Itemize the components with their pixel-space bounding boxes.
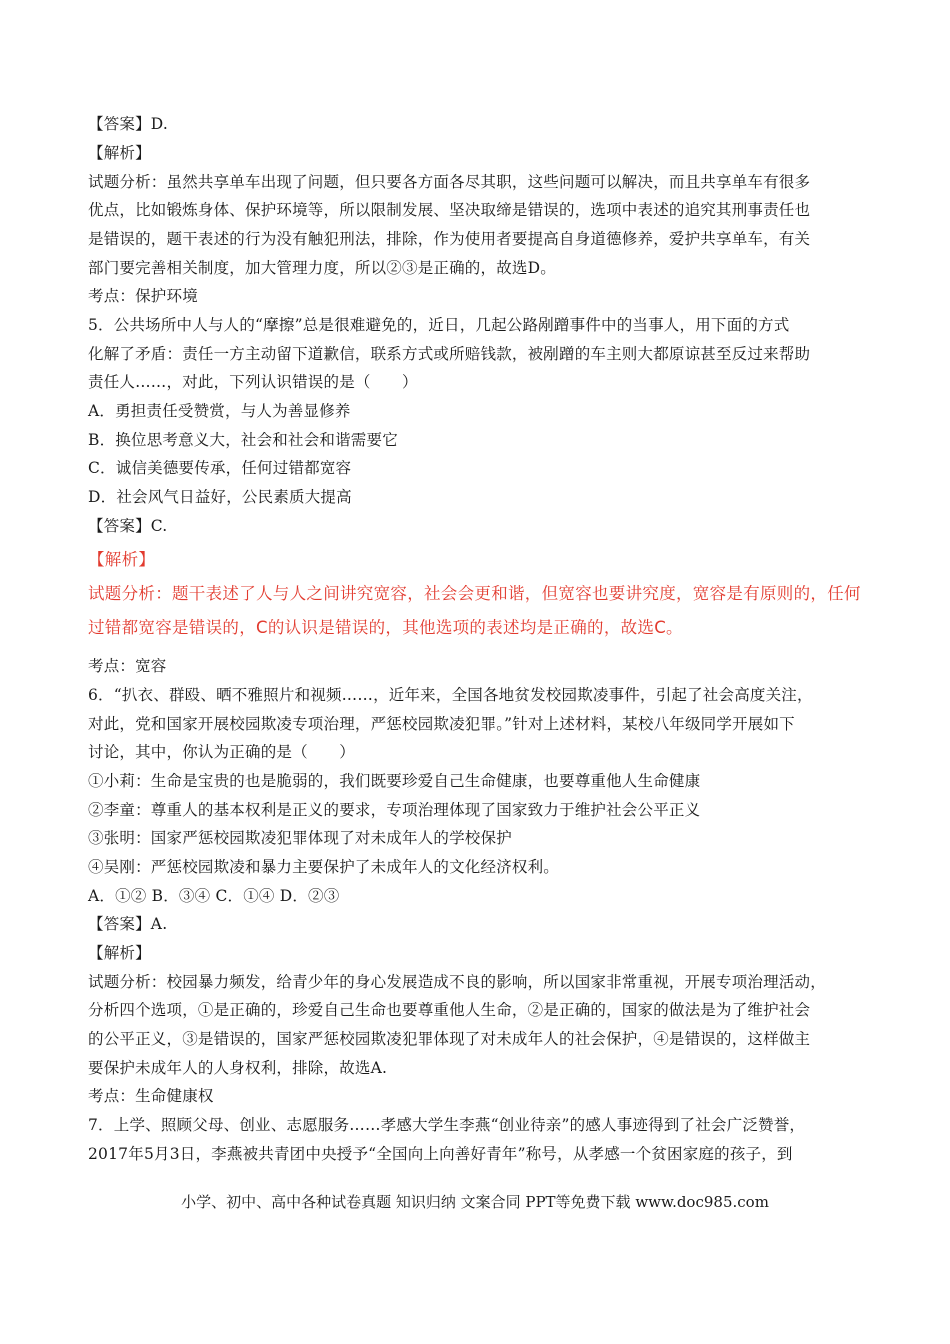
page-footer: 小学、初中、高中各种试卷真题 知识归纳 文案合同 PPT等免费下载 www.doc985.com [181, 1193, 769, 1211]
options-row: A．①② B．③④ C．①④ D．②③ [88, 887, 340, 905]
question-6: 讨论，其中，你认为正确的是（ ） [88, 743, 355, 761]
answer-label: 【答案】C. [88, 517, 168, 535]
question-5: 责任人……，对此，下列认识错误的是（ ） [88, 373, 418, 391]
analysis-text: 部门要完善相关制度，加大管理力度，所以②③是正确的，故选D。 [88, 259, 556, 277]
analysis-text-red: 过错都宽容是错误的，C的认识是错误的，其他选项的表述均是正确的，故选C。 [88, 618, 683, 637]
analysis-text: 试题分析：校园暴力频发，给青少年的身心发展造成不良的影响，所以国家非常重视，开展专项治理活动， [88, 973, 826, 991]
analysis-text: 分析四个选项，①是正确的，珍爱自己生命也要尊重他人生命，②是正确的，国家的做法是为了维护社会 [88, 1001, 811, 1019]
analysis-text: 要保护未成年人的人身权利，排除，故选A. [88, 1059, 388, 1077]
option-c: C．诚信美德要传承，任何过错都宽容 [88, 459, 352, 477]
analysis-text: 优点，比如锻炼身体、保护环境等，所以限制发展、坚决取缔是错误的，选项中表述的追究其刑事责任也 [88, 201, 811, 219]
question-6: 对此，党和国家开展校园欺凌专项治理，严惩校园欺凌犯罪。”针对上述材料，某校八年级同学开展如下 [88, 715, 795, 733]
topic-label: 考点：生命健康权 [88, 1087, 214, 1105]
option-a: A．勇担责任受赞赏，与人为善显修养 [88, 402, 351, 420]
analysis-text: 的公平正义，③是错误的，国家严惩校园欺凌犯罪体现了对未成年人的社会保护，④是错误的，这样做主 [88, 1030, 811, 1048]
question-5: 5．公共场所中人与人的“摩擦”总是很难避免的，近日，几起公路剐蹭事件中的当事人，用下面的方式 [88, 316, 790, 334]
question-7: 7．上学、照顾父母、创业、志愿服务……孝感大学生李燕“创业待亲”的感人事迹得到了社会广泛赞誉， [88, 1116, 806, 1134]
option-d: D．社会风气日益好，公民素质大提高 [88, 488, 352, 506]
topic-label: 考点：保护环境 [88, 287, 198, 305]
analysis-label-red: 【解析】 [88, 550, 156, 569]
analysis-text-red: 试题分析：题干表述了人与人之间讲究宽容，社会会更和谐，但宽容也要讲究度，宽容是有原则的，任何 [88, 584, 861, 603]
statement-1: ①小莉：生命是宝贵的也是脆弱的，我们既要珍爱自己生命健康，也要尊重他人生命健康 [88, 772, 701, 790]
analysis-label: 【解析】 [88, 144, 151, 162]
answer-label: 【答案】D. [88, 115, 169, 133]
answer-label: 【答案】A. [88, 915, 168, 933]
analysis-label: 【解析】 [88, 944, 151, 962]
question-5: 化解了矛盾：责任一方主动留下道歉信，联系方式或所赔钱款，被剐蹭的车主则大都原谅甚至反过来帮助 [88, 345, 811, 363]
statement-4: ④吴刚：严惩校园欺凌和暴力主要保护了未成年人的文化经济权利。 [88, 858, 560, 876]
option-b: B．换位思考意义大，社会和社会和谐需要它 [88, 431, 398, 449]
question-7: 2017年5月3日，李燕被共青团中央授予“全国向上向善好青年”称号，从孝感一个贫困家庭的孩子，到 [88, 1145, 793, 1163]
statement-2: ②李童：尊重人的基本权利是正义的要求，专项治理体现了国家致力于维护社会公平正义 [88, 801, 701, 819]
statement-3: ③张明：国家严惩校园欺凌犯罪体现了对未成年人的学校保护 [88, 829, 512, 847]
analysis-text: 试题分析：虽然共享单车出现了问题，但只要各方面各尽其职，这些问题可以解决，而且共享单车有很多 [88, 173, 811, 191]
topic-label: 考点：宽容 [88, 657, 167, 675]
question-6: 6．“扒衣、群殴、晒不雅照片和视频……，近年来，全国各地贫发校园欺凌事件，引起了社会高度关注， [88, 686, 813, 704]
analysis-text: 是错误的，题干表述的行为没有触犯刑法，排除，作为使用者要提高自身道德修养，爱护共享单车，有关 [88, 230, 811, 248]
